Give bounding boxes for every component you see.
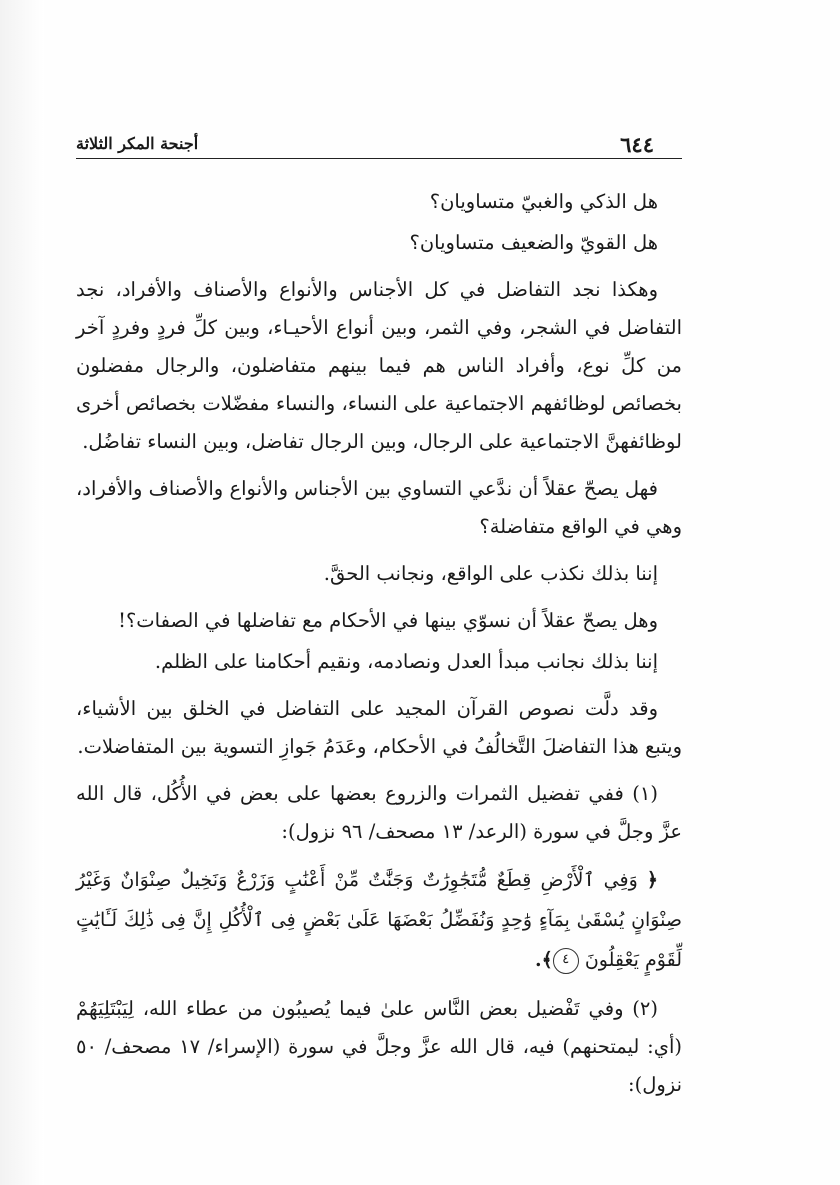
page-body [76,130,682,1113]
verse-open-bracket: ﴿ [646,869,658,891]
scan-edge-shadow [0,0,44,1185]
paragraph: وهل يصحّ عقلاً أن نسوّي بينها في الأحكام مع تفاضلها في الصفات؟! [118,609,658,632]
paragraph: (٢) وفي تَفْضيل بعض النَّاس علىٰ فيما يُصيبُون من عطاء الله، لِيَبْتَلِيَهُمْ (أي: ليمتحنهم) فيه، قال الله عزَّ وجلَّ في سورة (الإسراء/ ١٧ مصحف/ ٥٠ نزول): [76,997,682,1096]
running-header [76,130,682,159]
paragraph: (١) ففي تفضيل الثمرات والزروع بعضها على بعض في الأُكُل، قال الله عزَّ وجلَّ في سورة (الرعد/ ١٣ مصحف/ ٩٦ نزول): [76,782,682,843]
paragraph: هل الذكي والغبيّ متساويان؟ [429,190,658,213]
book-title: أجنحة المكر الثلاثة [76,134,199,153]
paragraph: وهكذا نجد التفاضل في كل الأجناس والأنواع والأصناف والأفراد، نجد التفاضل في الشجر، وفي الثمر، وبين أنواع الأحيـاء، وبين كلِّ فردٍ وفردٍ آخر من كلِّ نوع، وأفراد الناس هم فيما بينهم متفاضلون، والرجال مفضلون بخصائص لوظائفهم الاجتماعية على النساء، والنساء مفضّلات بخصائص أخرى لوظائفهنَّ الاجتماعية على الرجال، وبين الرجال تفاضل، وبين النساء تفاضُل. [76,278,682,453]
paragraph: إننا بذلك نجانب مبدأ العدل ونصادمه، ونقيم أحكامنا على الظلم. [154,650,658,673]
page-number: ٦٤٤ [620,132,654,157]
quran-verse [76,860,682,980]
paragraph: هل القويّ والضعيف متساويان؟ [409,231,658,254]
paragraph: إننا بذلك نكذب على الواقع، ونجانب الحقَّ. [323,562,658,585]
verse-close-bracket: ﴾. [535,949,553,971]
main-text [76,183,682,1104]
paragraph: وقد دلَّت نصوص القرآن المجيد على التفاضل في الخلق بين الأشياء، ويتبع هذا التفاضلَ التَّخالُفُ في الأحكام، وعَدَمُ جَوازِ التسوية بين المتفاضلات. [76,697,682,758]
paragraph: فهل يصحّ عقلاً أن ندَّعي التساوي بين الأجناس والأنواع والأصناف والأفراد، وهي في الواقع متفاضلة؟ [76,477,682,538]
ayah-number-marker: ٤ [553,948,579,974]
verse-text: وَفِي ٱلْأَرْضِ قِطَعٌ مُّتَجَٰوِرَٰتٌ وَجَنَّٰتٌ مِّنْ أَعْنَٰبٍ وَزَرْعٌ وَنَخِيلٌ صِنْوَانٌ وَغَيْرُ صِنْوَانٍ يُسْقَىٰ بِمَآءٍ وَٰحِدٍ وَنُفَضِّلُ بَعْضَهَا عَلَىٰ بَعْضٍ فِى ٱلْأُكُلِ إِنَّ فِى ذَٰلِكَ لَـَٔايَٰتٍ لِّقَوْمٍ يَعْقِلُونَ [76,869,682,971]
